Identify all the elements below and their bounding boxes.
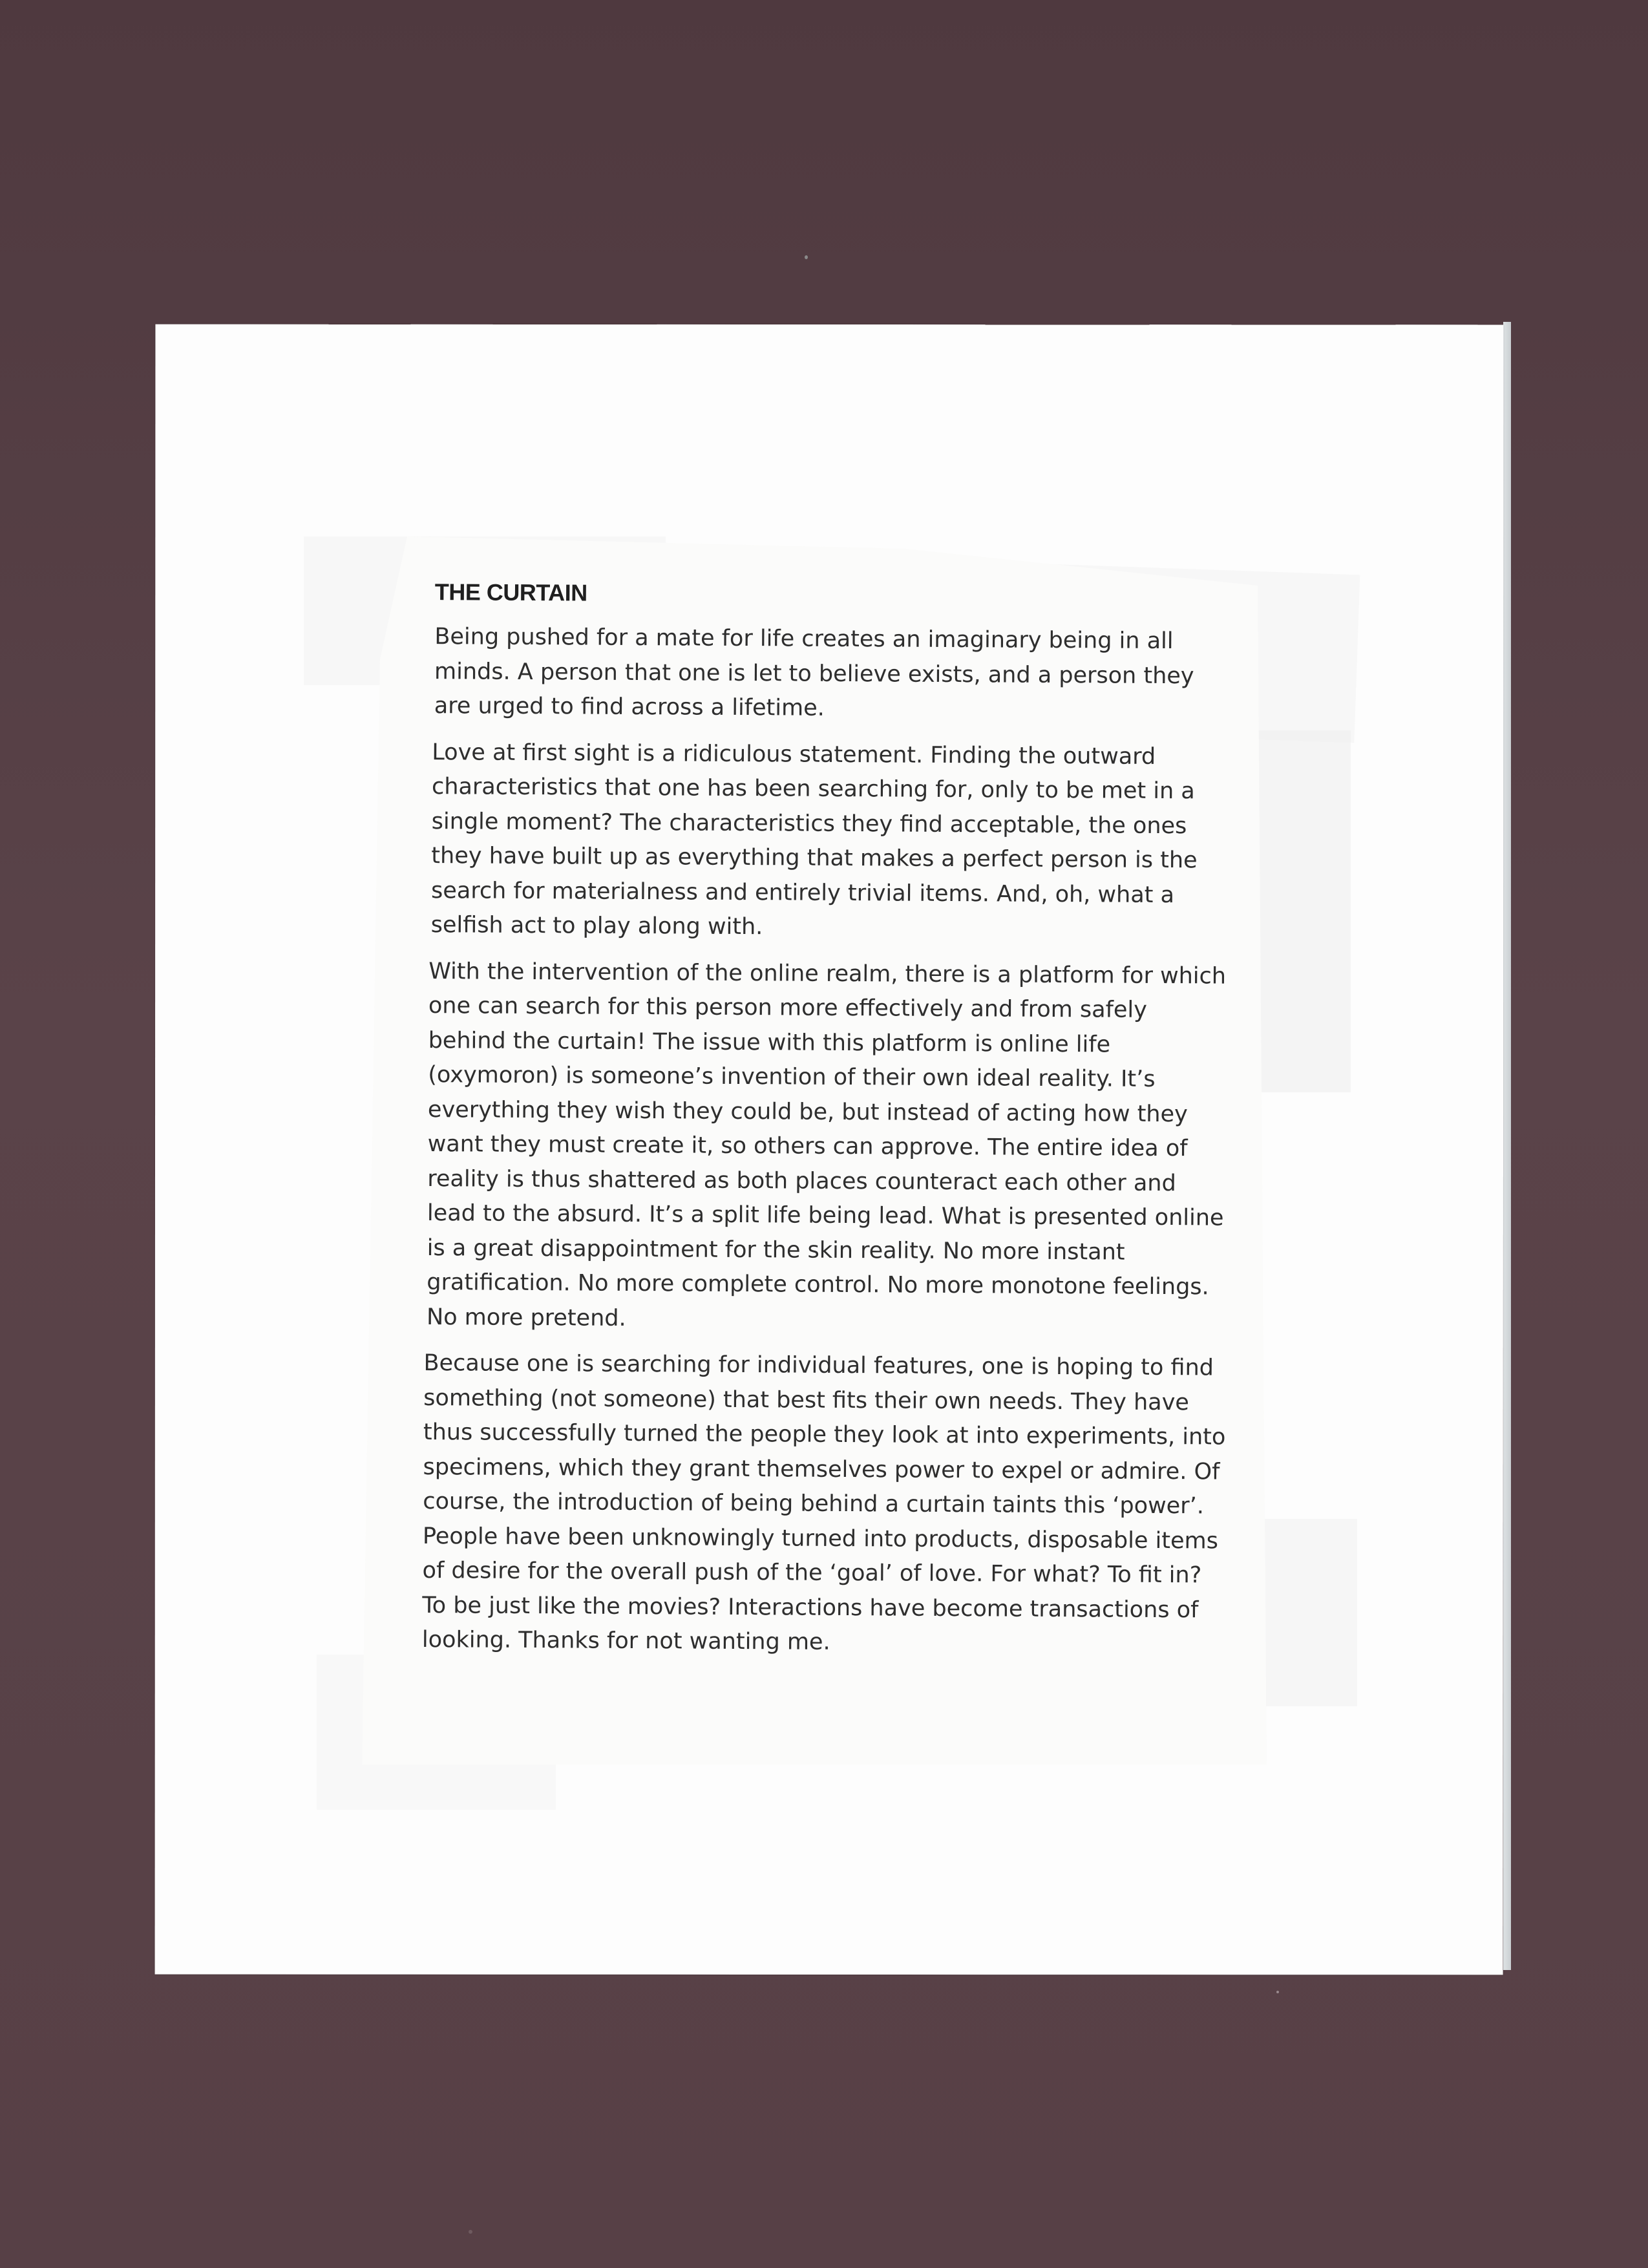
article-title: THE CURTAIN bbox=[434, 578, 587, 606]
card-stack-edge bbox=[1503, 322, 1511, 1970]
dust-speck bbox=[1276, 1991, 1279, 1993]
article-paragraph: With the intervention of the online realm, there is a platform for which one can search for this person more effectively and from safely behind the curtain! The issue with this platform is online life (oxymoron) is someone’s invention of their own ideal reality. It’s everything they wish they could be, but instead of acting how they want they must create it, so others can approve. The entire idea of reality is thus shattered as both places counteract each other and lead to the absurd. It’s a split life being lead. What is presented online is a great disappointment for the skin reality. No more instant gratification. No more complete control. No more monotone feelings. No more pretend. bbox=[426, 958, 1227, 1331]
article-paragraph: Because one is searching for individual features, one is hoping to find something (not someone) that best fits their own needs. They have thus successfully turned the people they look at into experiments, into specimens, which they grant themselves power to expel or admire. Of course, the introduction of being behind a curtain taints this ‘power’. People have been unknowingly turned into products, disposable items of desire for the overall push of the ‘goal’ of love. For what? To fit in? To be just like the movies? Interactions have become transactions of looking. Thanks for not wanting me. bbox=[421, 1350, 1226, 1655]
article bbox=[417, 578, 1231, 1674]
dust-speck bbox=[805, 255, 808, 259]
article-paragraph: Love at first sight is a ridiculous statement. Finding the outward characteristics that one has been searching for, only to be met in a single moment? The characteristics they find acceptable, the ones they have built up as everything that makes a perfect person is the search for materialness and entirely trivial items. And, oh, what a selfish act to play along with. bbox=[430, 739, 1198, 940]
article-paragraph: Being pushed for a mate for life creates an imaginary being in all minds. A person that one is let to believe exists, and a person they are urged to find across a lifetime. bbox=[434, 624, 1194, 721]
dust-speck bbox=[469, 2230, 472, 2234]
